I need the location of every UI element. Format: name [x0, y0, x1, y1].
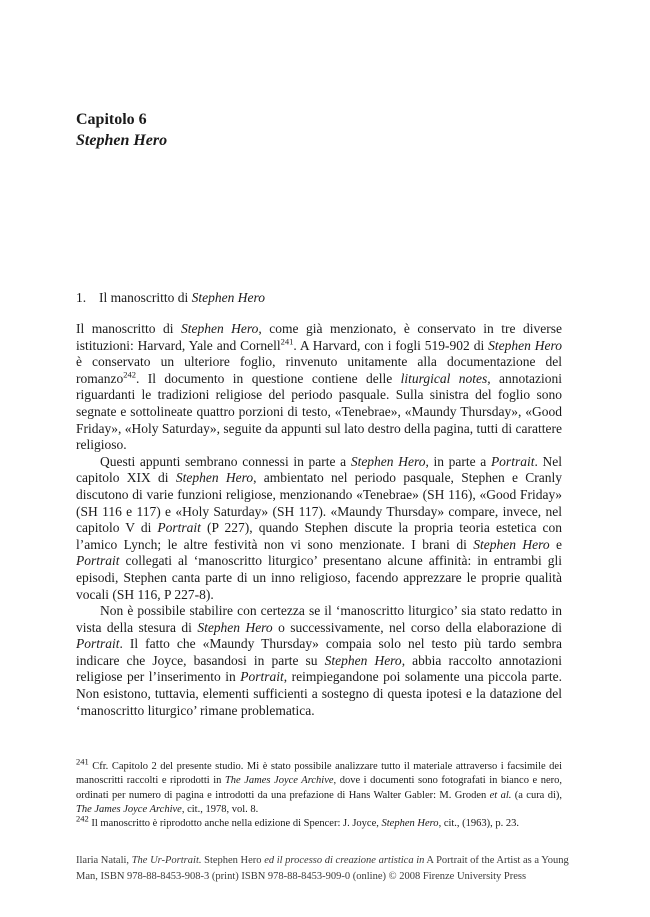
section-title-italic: Stephen Hero [191, 290, 265, 305]
chapter-title: Stephen Hero [76, 132, 168, 149]
footnote-242: $^{242}$ Il manoscritto è riprodotto anche nella edizione di Spencer: J. Joyce, Stephen Hero, cit., (1963), p. 23. [76, 813, 520, 830]
chapter-label: Capitolo 6 [76, 111, 147, 128]
footnote-241: $^{241}$ Cfr. Capitolo 2 del presente studio. Mi è stato possibile analizzare tutto il materiale attraverso i facsimile dei manoscritti raccolti e riprodotti in The James Joyce Archive, dove i documenti sono fotografati in bianco e nero, ordinati per numero di pagina e introdotti da una prefazione di Hans Walter Gabler: M. Groden et al. (a cura di), The James Joyce Archive, cit., 1978, vol. 8. [76, 756, 563, 815]
footnote-ref-242: 242 [123, 369, 136, 380]
paragraph-2: Questi appunti sembrano connessi in parte a Stephen Hero, in parte a Portrait. Nel capitolo XIX di Stephen Hero, ambientato nel periodo pasquale, Stephen e Cranly discutono di varie funzioni religiose, menzionando «Tenebrae» (SH 116), «Good Friday» (SH 116 e 117) e «Holy Saturday» (SH 117). «Maundy Thursday» compare, invece, nel capitolo V di Portrait (P 227), quando Stephen discute la propria teoria estetica con l’amico Lynch; le altre festività non vi sono menzionate. I brani di Stephen Hero e Portrait collegati al ‘manoscritto liturgico’ presentano alcune affinità: in entrambi gli episodi, Stephen canta parte di un inno religioso, facendo apprezzare le proprie qualità vocali (SH 116, P 227-8). [76, 453, 563, 602]
footnote-number: 242 [76, 813, 89, 824]
footnotes [76, 756, 563, 831]
paragraph-3: Non è possibile stabilire con certezza se il ‘manoscritto liturgico’ sia stato redatto in vista della stesura di Stephen Hero o successivamente, nel corso della elaborazione di Portrait. Il fatto che «Maundy Thursday» compaia solo nel testo più tardo sembra indicare che Joyce, basandosi in parte su Stephen Hero, abbia raccolto annotazioni religiose per l’inserimento in Portrait, reimpiegandone poi solamente una piccola parte. Non esistono, tuttavia, elementi sufficienti a sostegno di questa ipotesi e la datazione del ‘manoscritto liturgico’ rimane problematica. [76, 603, 562, 718]
footnote-number: 241 [76, 756, 89, 767]
publication-credit: Ilaria Natali, The Ur-Portrait. Stephen Hero ed il processo di creazione artistica in A Portrait of the Artist as a Young Man, ISBN 978-88-8453-908-3 (print) ISBN 978-88-8453-909-0 (online) © 2008 Firenze University Press [76, 855, 569, 882]
body-text [76, 321, 562, 719]
section-number: 1. [76, 290, 87, 305]
footnote-ref-241: 241 [280, 336, 294, 347]
paragraph-1: Il manoscritto di Stephen Hero, come già menzionato, è conservato in tre diverse istituzioni: Harvard, Yale and Cornell$^{241}$. A Harvard, con i fogli 519-902 di Stephen Hero è conservato un ulteriore foglio, rinvenuto unitamente alla documentazione del romanzo$^{242}$. Il documento in questione contiene delle liturgical notes, annotazioni riguardanti le tradizioni religiose del periodo pasquale. Sulla sinistra del foglio sono segnate e sottolineate quattro porzioni di testo, «Tenebrae», «Maundy Thursday», «Good Friday», «Holy Saturday», seguite da appunti sul lato destro della pagina, tutti di carattere religioso. [76, 321, 563, 453]
section-title-prefix: Il manoscritto di [99, 290, 192, 305]
section-heading [76, 289, 265, 307]
chapter-heading [76, 109, 167, 151]
